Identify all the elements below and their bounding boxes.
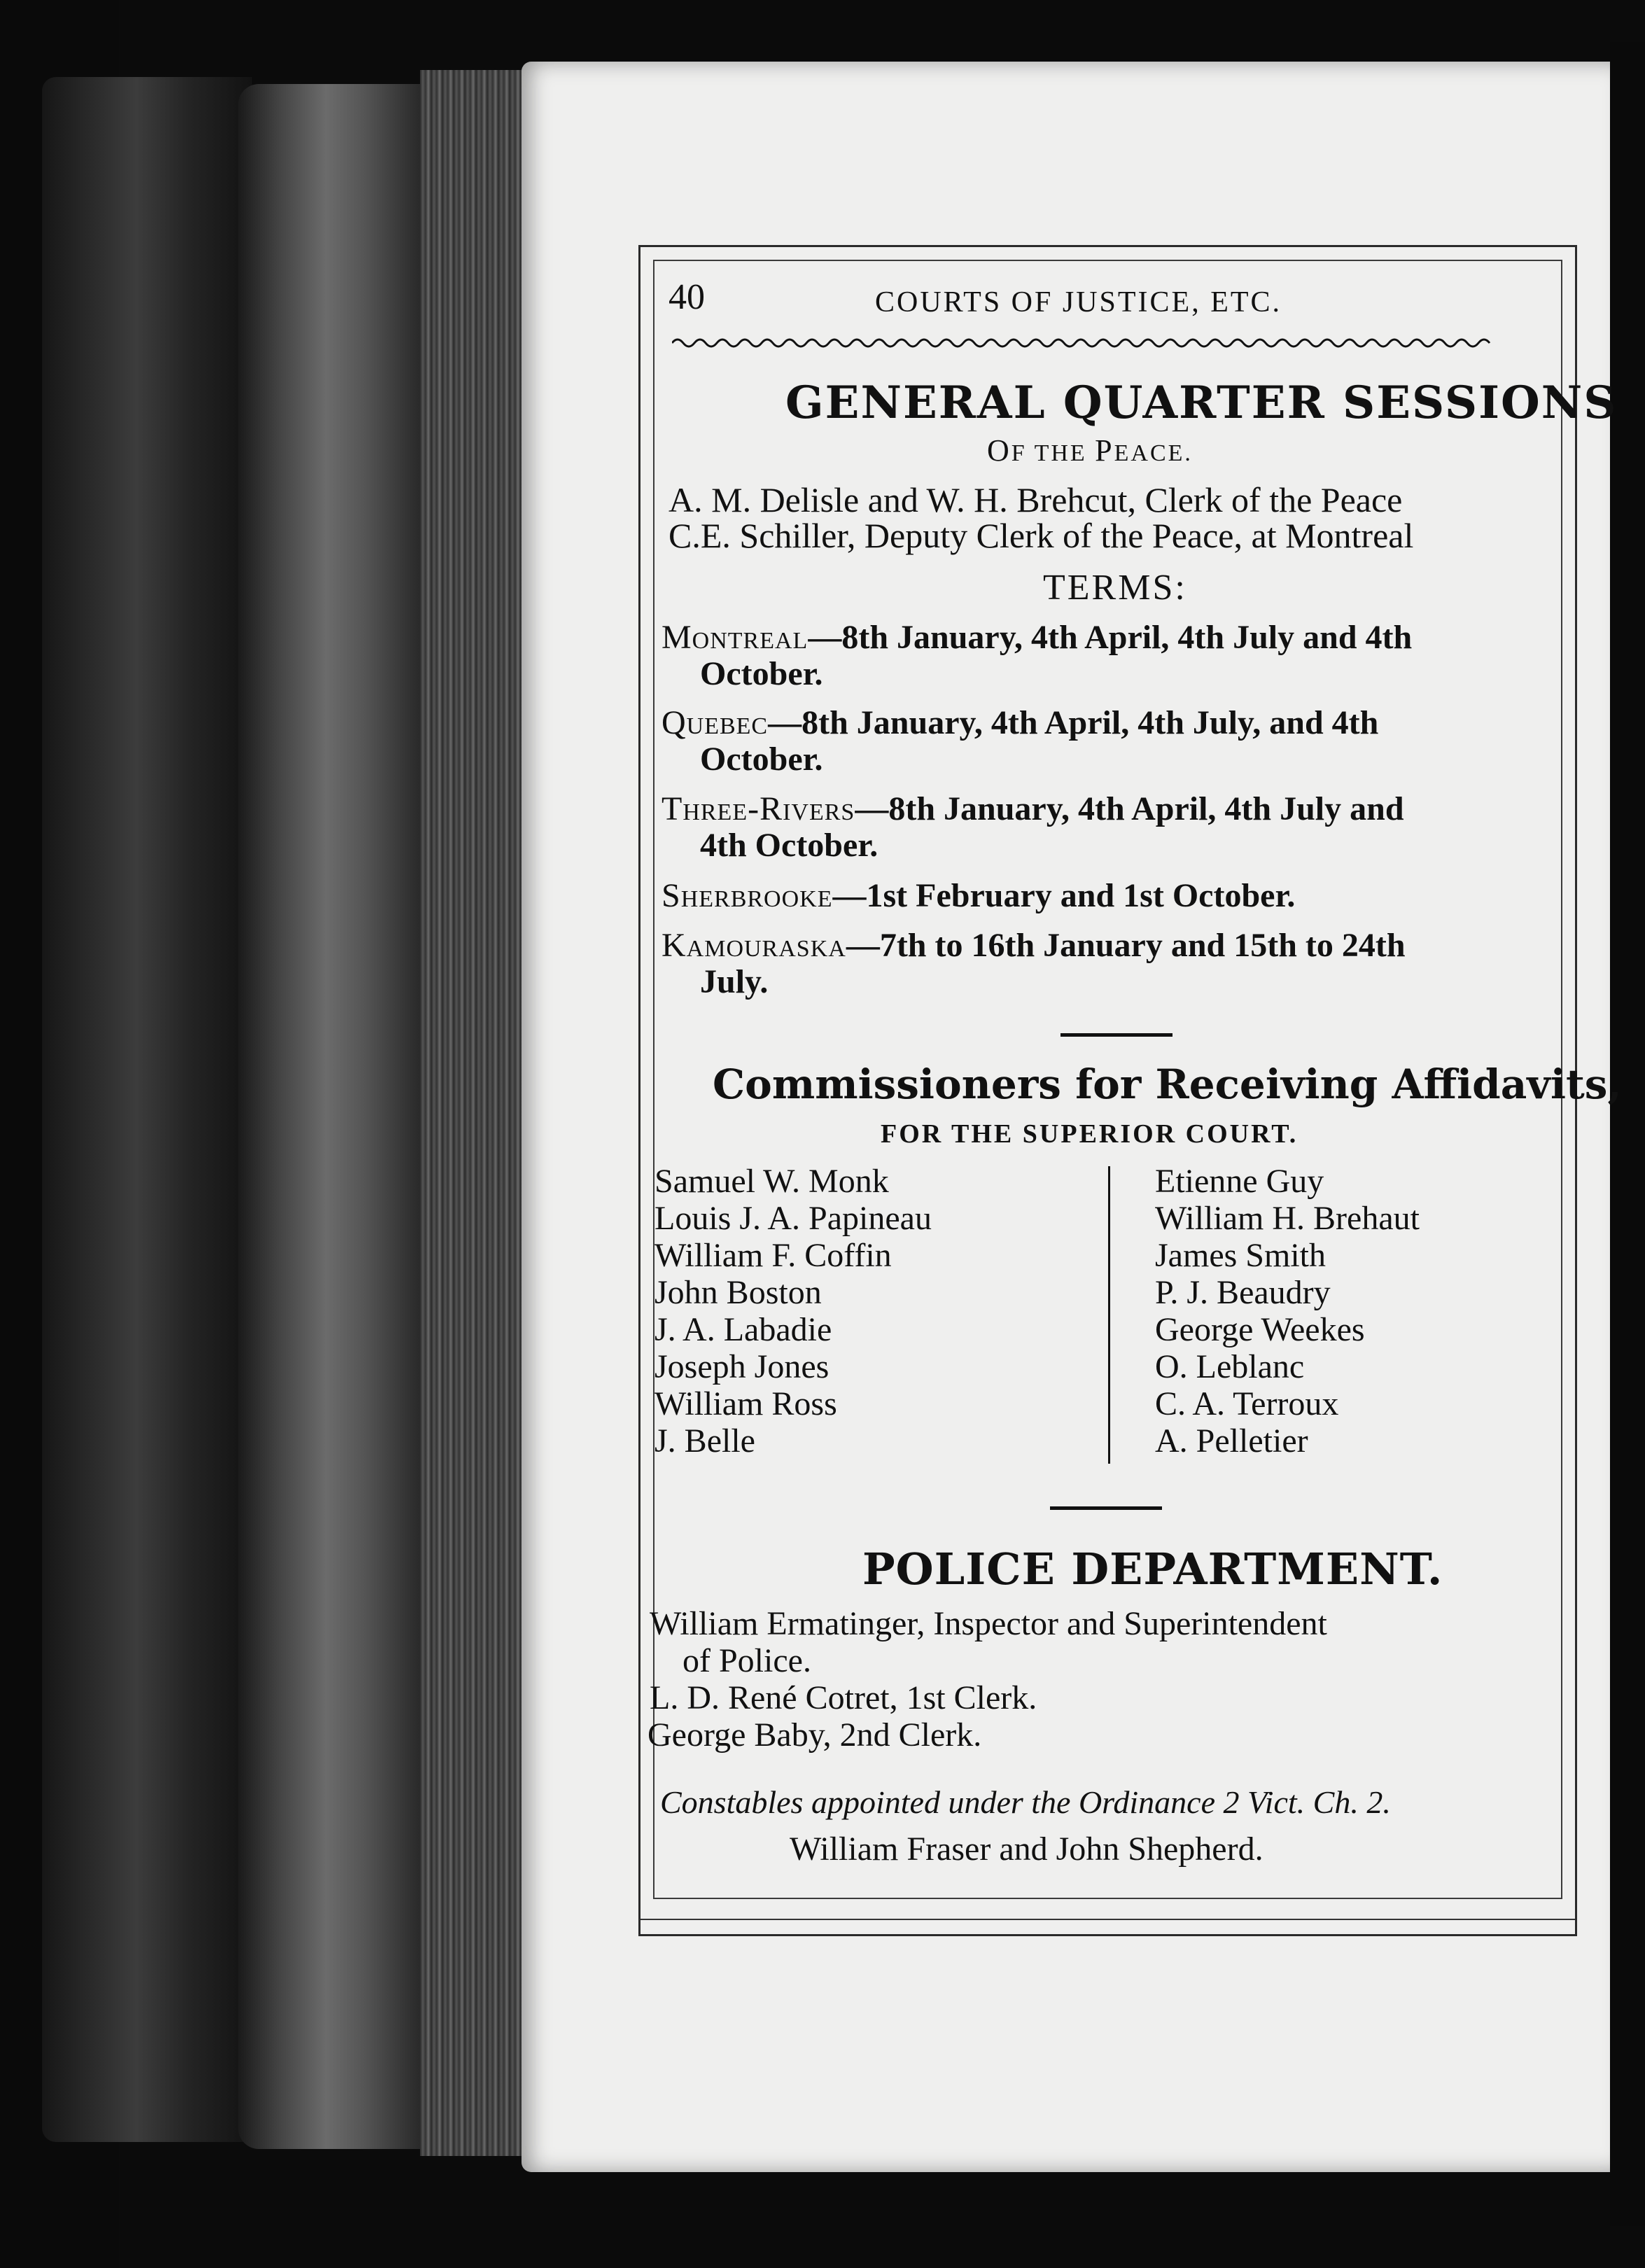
term-kamouraska-cont: July. — [700, 963, 769, 1000]
commissioner-name: William F. Coffin — [654, 1237, 892, 1274]
term-three-rivers-cont: 4th October. — [700, 827, 878, 864]
term-montreal-cont: October. — [700, 655, 823, 692]
quarter-sessions-title: GENERAL QUARTER SESSIONS — [785, 377, 1618, 429]
term-dates: —8th January, 4th April, 4th July, and 4th — [768, 704, 1379, 741]
police-inspector-line: William Ermatinger, Inspector and Superintendent — [650, 1605, 1327, 1642]
commissioner-name: J. A. Labadie — [654, 1311, 832, 1348]
column-divider — [1108, 1166, 1110, 1464]
frame-bottom-rule — [640, 1919, 1575, 1920]
police-inspector-cont: of Police. — [682, 1642, 811, 1679]
running-head: COURTS OF JUSTICE, ETC. — [875, 286, 1282, 318]
quarter-sessions-subtitle — [987, 433, 1193, 468]
term-place: Kamouraska — [662, 927, 846, 964]
term-quebec-cont: October. — [700, 741, 823, 778]
term-place: Three-Rivers — [662, 790, 855, 827]
term-place: Montreal — [662, 619, 808, 656]
book-cover-edge-inner — [238, 84, 448, 2149]
constables-note: Constables appointed under the Ordinance 2 Vict. Ch. 2. — [660, 1784, 1391, 1820]
commissioner-name: O. Leblanc — [1155, 1348, 1305, 1385]
terms-heading: TERMS: — [1043, 568, 1187, 608]
commissioner-name: George Weekes — [1155, 1311, 1365, 1348]
commissioner-name: Samuel W. Monk — [654, 1163, 889, 1200]
police-first-clerk: L. D. René Cotret, 1st Clerk. — [650, 1679, 1037, 1716]
section-divider — [1050, 1506, 1162, 1510]
term-montreal — [662, 618, 1412, 657]
commissioner-name: A. Pelletier — [1155, 1422, 1308, 1460]
commissioner-name: James Smith — [1155, 1237, 1326, 1274]
commissioner-name: Louis J. A. Papineau — [654, 1200, 932, 1237]
subtitle-part: F THE — [1011, 440, 1096, 466]
commissioner-name: Joseph Jones — [654, 1348, 830, 1385]
subtitle-initial-p: P — [1095, 433, 1114, 468]
book-cover-edge — [42, 77, 252, 2142]
commissioner-name: J. Belle — [654, 1422, 755, 1460]
police-title: POLICE DEPARTMENT. — [862, 1544, 1443, 1595]
clerk-line: A. M. Delisle and W. H. Brehcut, Clerk of the Peace — [668, 480, 1403, 519]
commissioner-name: Etienne Guy — [1155, 1163, 1324, 1200]
term-sherbrooke — [662, 876, 1295, 915]
commissioner-name: John Boston — [654, 1274, 822, 1311]
subtitle-end: EACE. — [1114, 440, 1193, 466]
term-place: Sherbrooke — [662, 877, 833, 914]
commissioner-name: William H. Brehaut — [1155, 1200, 1420, 1237]
term-dates: —8th January, 4th April, 4th July and — [855, 790, 1404, 827]
constables-names: William Fraser and John Shepherd. — [790, 1830, 1264, 1868]
term-quebec — [662, 704, 1378, 742]
subtitle-initial-o: O — [987, 433, 1011, 468]
section-divider — [1060, 1033, 1172, 1037]
commissioners-subtitle: FOR THE SUPERIOR COURT. — [881, 1119, 1298, 1149]
term-dates: —8th January, 4th April, 4th July and 4th — [808, 619, 1413, 656]
term-dates: —7th to 16th January and 15th to 24th — [846, 927, 1406, 964]
commissioner-name: William Ross — [654, 1385, 837, 1422]
term-place: Quebec — [662, 704, 769, 741]
commissioner-name: P. J. Beaudry — [1155, 1274, 1331, 1311]
right-margin-shadow — [1610, 42, 1645, 2226]
commissioner-name: C. A. Terroux — [1155, 1385, 1339, 1422]
term-three-rivers — [662, 790, 1404, 828]
page-stack-edge — [420, 70, 532, 2156]
term-kamouraska — [662, 926, 1406, 965]
deputy-clerk-line: C.E. Schiller, Deputy Clerk of the Peace, at Montreal — [668, 516, 1414, 555]
commissioners-title: Commissioners for Receiving Affidavits, — [713, 1060, 1622, 1108]
term-dates: —1st February and 1st October. — [832, 877, 1296, 914]
page-number: 40 — [668, 277, 705, 317]
police-second-clerk: George Baby, 2nd Clerk. — [648, 1716, 982, 1754]
wavy-rule — [672, 335, 1550, 351]
